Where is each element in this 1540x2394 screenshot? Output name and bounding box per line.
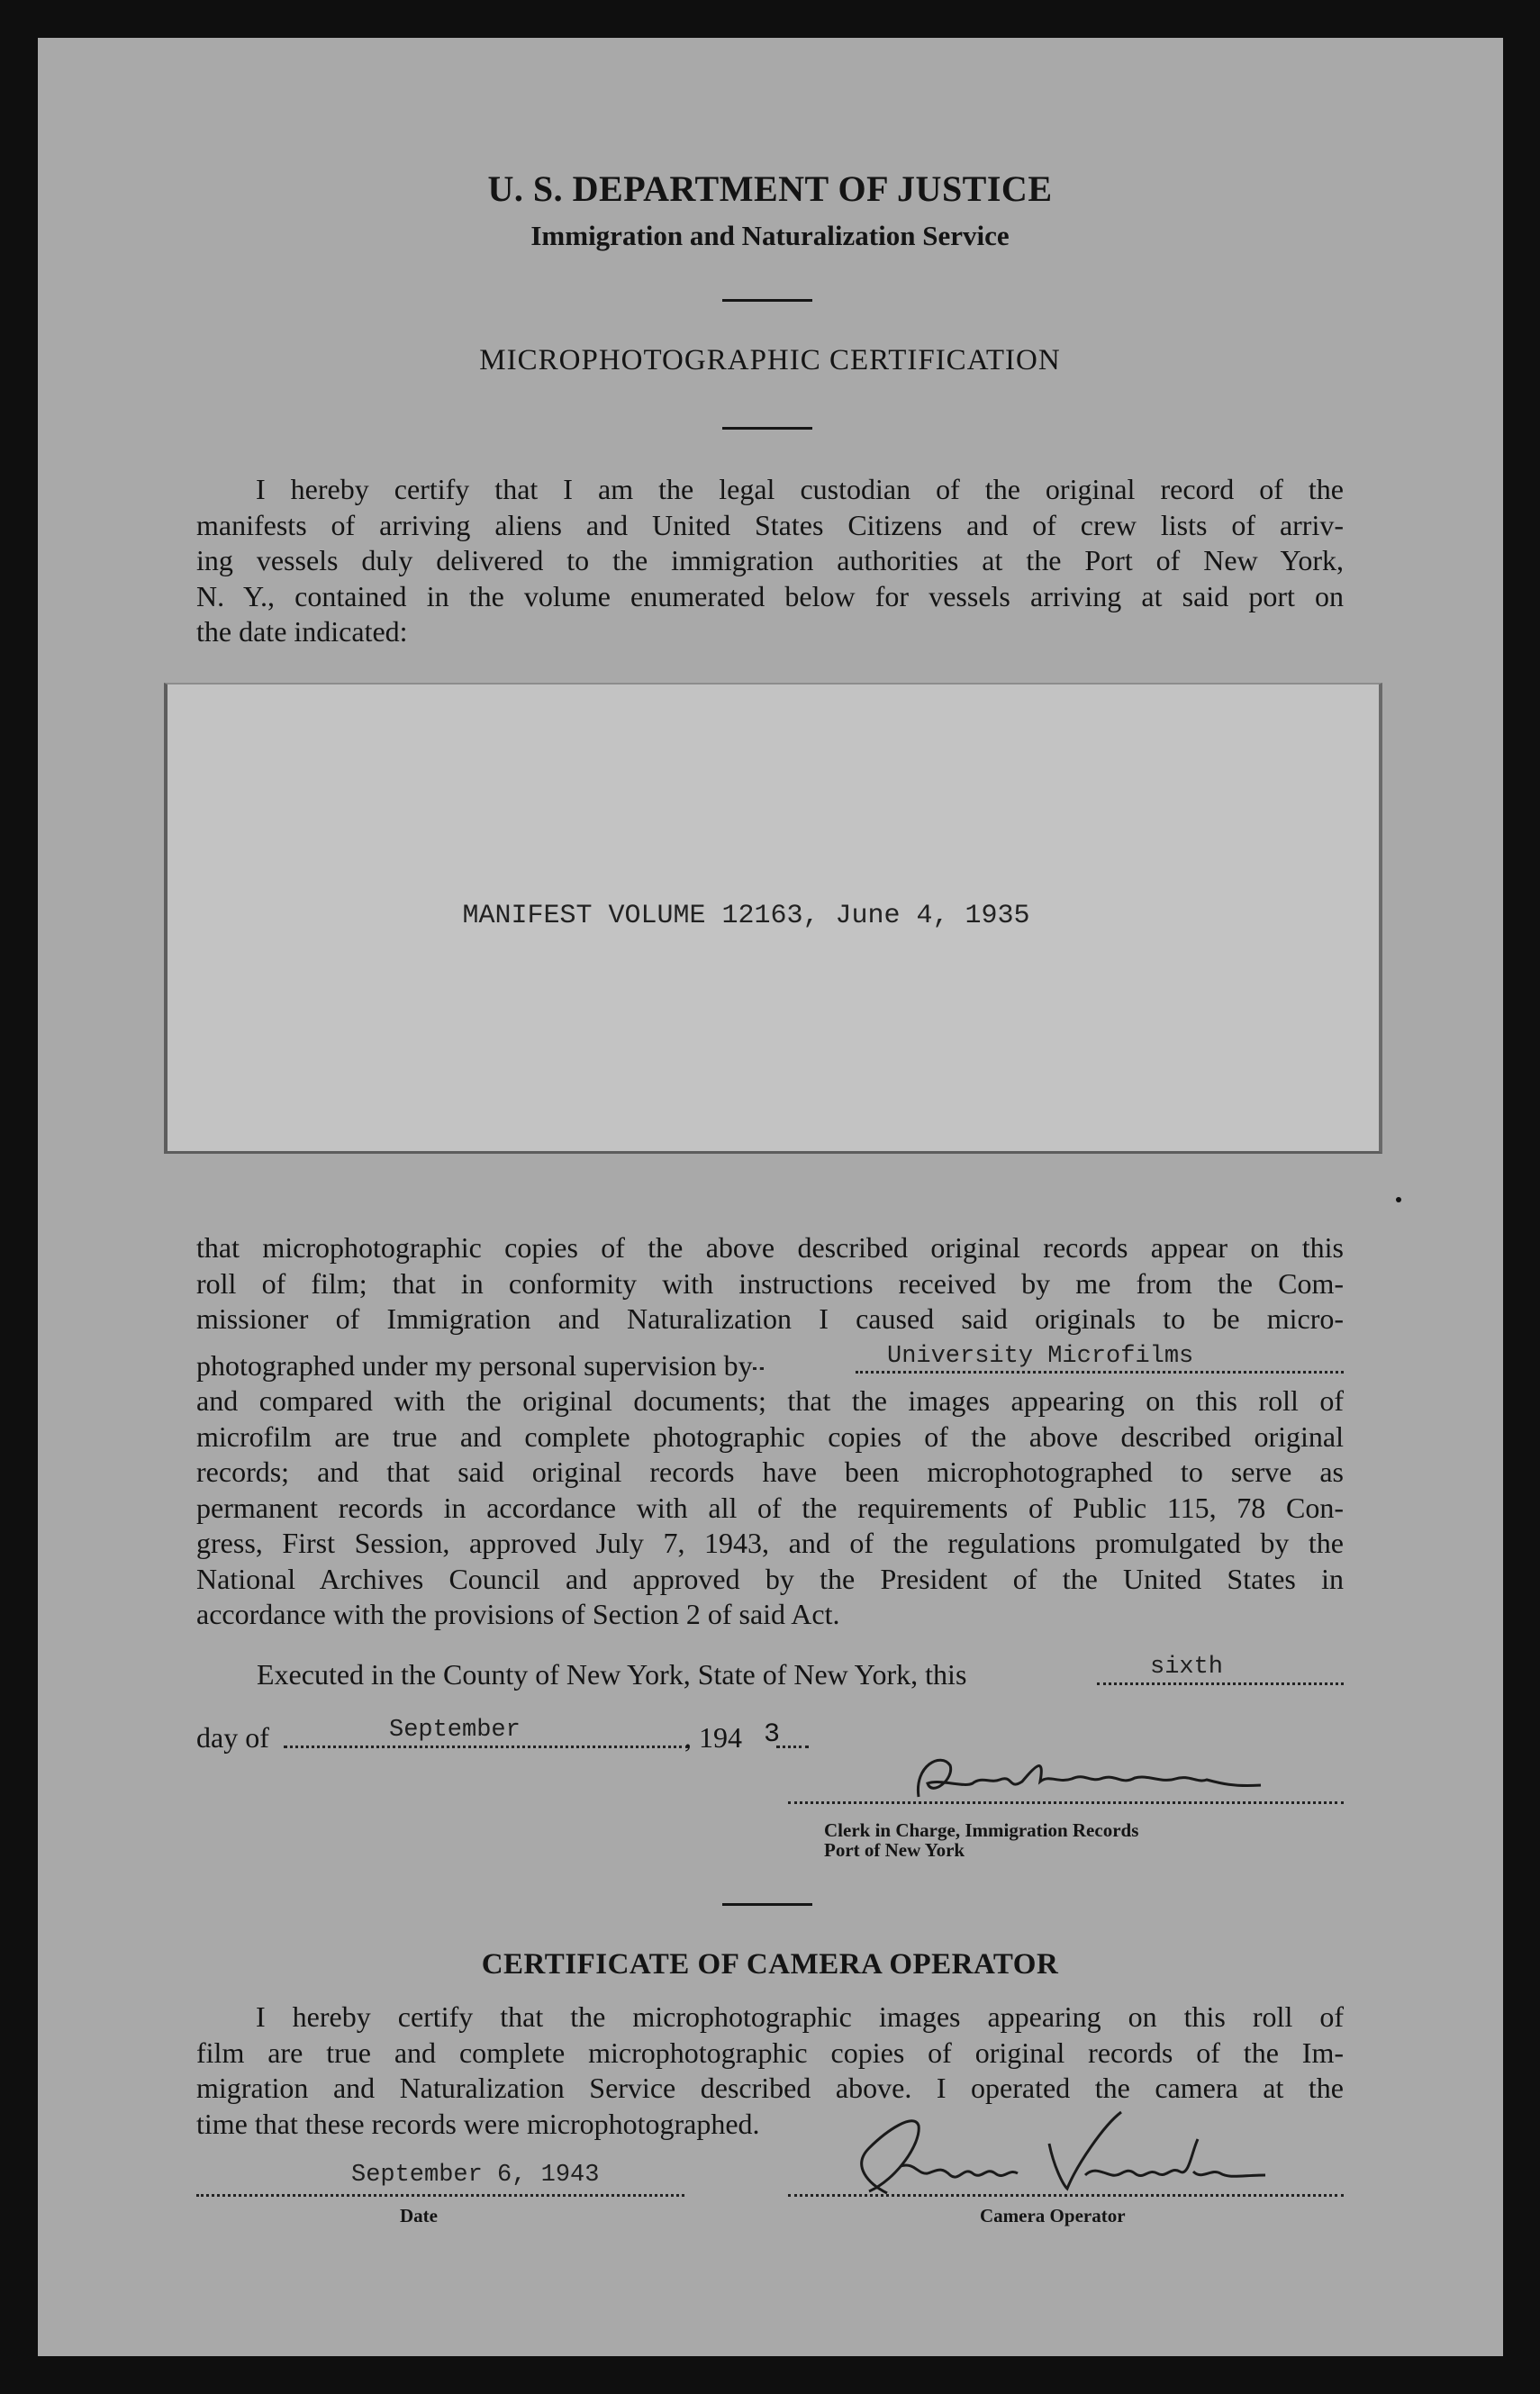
month-field-line: [284, 1746, 689, 1748]
camera-line: I hereby certify that the microphotographic images appearing on this roll of: [256, 2000, 1344, 2033]
body-line: that microphotographic copies of the above described original records appear on this: [196, 1231, 1344, 1264]
executed-day: sixth: [1150, 1654, 1224, 1681]
intro-line: manifests of arriving aliens and United States Citizens and of crew lists of arriv-: [196, 508, 1344, 541]
photographer-name: University Microfilms: [887, 1343, 1194, 1370]
manifest-label-box: [164, 683, 1382, 1154]
divider: [722, 427, 812, 430]
photographer-field-line: [856, 1371, 1344, 1374]
intro-line: N. Y., contained in the volume enumerated below for vessels arriving at said port on: [196, 579, 1344, 612]
body-line: permanent records in accordance with all of the requirements of Public 115, 78 Con-: [196, 1491, 1344, 1524]
camera-line: time that these records were microphotographed.: [196, 2107, 760, 2140]
body-line: gress, First Session, approved July 7, 1943, and of the regulations promulgated by the: [196, 1527, 1344, 1559]
executed-day-field-line: [1097, 1682, 1344, 1685]
camera-line: migration and Naturalization Service described above. I operated the camera at the: [196, 2072, 1344, 2104]
intro-paragraph: [196, 472, 1344, 650]
camera-line: film are true and complete microphotographic copies of original records of the Im-: [196, 2036, 1344, 2069]
body-line: and compared with the original documents; that the images appearing on this roll of: [196, 1384, 1344, 1417]
date-field-line: [196, 2194, 684, 2197]
operator-signature-line: [788, 2194, 1344, 2197]
intro-line: ing vessels duly delivered to the immigration authorities at the Port of New York,: [196, 544, 1344, 576]
date-label: Date: [400, 2205, 438, 2226]
day-of-label: day of: [196, 1721, 269, 1754]
body-line: missioner of Immigration and Naturalization I caused said originals to be micro-: [196, 1302, 1344, 1335]
camera-operator-title: CERTIFICATE OF CAMERA OPERATOR: [481, 1948, 1059, 1981]
date-value: September 6, 1943: [351, 2162, 600, 2189]
body-paragraph: [196, 1230, 1344, 1338]
year-field-line: [776, 1746, 809, 1748]
department-title: U. S. DEPARTMENT OF JUSTICE: [487, 168, 1053, 209]
clerk-port: Port of New York: [824, 1839, 965, 1861]
body-paragraph-continued: [196, 1383, 1344, 1633]
intro-line: the date indicated:: [196, 615, 408, 648]
body-line: microfilm are true and complete photographic copies of the above described original: [196, 1419, 1344, 1453]
body-line: National Archives Council and approved by the President of the United States in: [196, 1562, 1344, 1595]
executed-line: Executed in the County of New York, State of New York, this: [257, 1658, 967, 1691]
year-prefix: , 194: [684, 1721, 742, 1754]
photographed-prefix: photographed under my personal supervision by: [196, 1349, 753, 1382]
service-subtitle: Immigration and Naturalization Service: [530, 220, 1010, 251]
divider: [722, 299, 812, 302]
body-line: roll of film; that in conformity with instructions received by me from the Com-: [196, 1266, 1344, 1300]
stray-dot: [1396, 1197, 1401, 1202]
intro-line: I hereby certify that I am the legal custodian of the original record of the: [256, 473, 1344, 505]
manifest-volume: MANIFEST VOLUME 12163, June 4, 1935: [462, 901, 1030, 931]
month-value: September: [389, 1717, 521, 1744]
certification-title: MICROPHOTOGRAPHIC CERTIFICATION: [479, 344, 1061, 376]
body-line: records; and that said original records have been microphotographed to serve as: [196, 1455, 1344, 1488]
divider: [722, 1903, 812, 1906]
operator-signature: [815, 2103, 1283, 2202]
year-digit: 3: [764, 1719, 781, 1750]
clerk-title: Clerk in Charge, Immigration Records: [824, 1819, 1139, 1841]
body-line: accordance with the provisions of Section 2 of said Act.: [196, 1598, 840, 1630]
operator-label: Camera Operator: [980, 2205, 1126, 2226]
clerk-signature-line: [788, 1801, 1344, 1804]
